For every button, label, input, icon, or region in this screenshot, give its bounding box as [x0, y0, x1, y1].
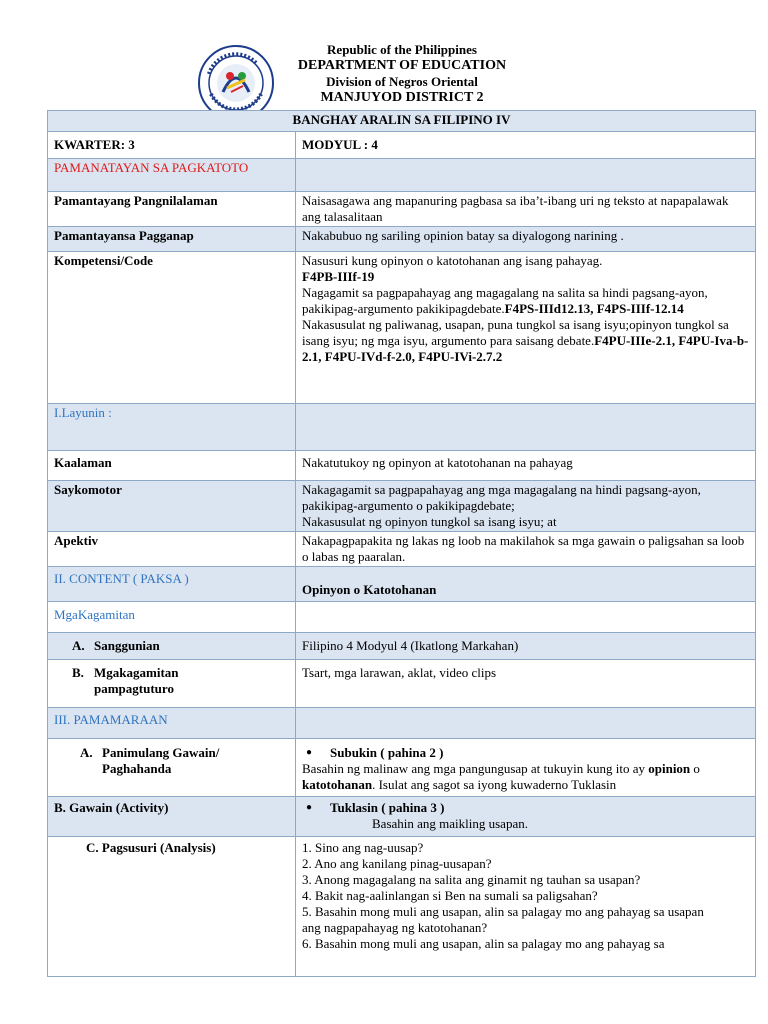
empty-cell: [296, 708, 756, 739]
question-item: 4. Bakit nag-aalinlangan si Ben na sumali sa paligsahan?: [302, 888, 598, 903]
saykomotor-label: Saykomotor: [48, 481, 296, 532]
subukin-o: o: [690, 761, 700, 776]
kompetensi-text-3: Nakasusulat ng paliwanag, usapan, puna tungkol sa isang isyu;opinyon tungkol sa isang isyu; ng mga isyu, argumento para saisang debate.: [302, 317, 729, 348]
subukin-instructions: [302, 761, 749, 793]
kompetensi-value: [296, 252, 756, 404]
question-item: 5. Basahin mong muli ang usapan, alin sa palagay mo ang pahayag sa usapan: [302, 904, 704, 919]
bullet-icon: ●: [306, 802, 313, 813]
header-line-2: DEPARTMENT OF EDUCATION: [297, 58, 507, 73]
pangnilalaman-value: Naisasagawa ang mapanuring pagbasa sa iba’t-ibang uri ng teksto at napapalawak ang talasalitaan: [296, 192, 756, 227]
subukin-label: Subukin ( pahina 2 ): [330, 745, 444, 760]
bullet-icon: ●: [306, 747, 313, 758]
list-marker: B.: [72, 665, 84, 680]
subukin-text-b: . Isulat ang sagot sa iyong kuwaderno Tuklasin: [372, 777, 617, 792]
pagsusuri-label: C. Pagsusuri (Analysis): [48, 837, 296, 977]
table-title: BANGHAY ARALIN SA FILIPINO IV: [48, 111, 756, 132]
letterhead: [0, 40, 768, 112]
content-value: Opinyon o Katotohanan: [296, 567, 756, 602]
question-item: ang nagpapahayag ng katotohanan?: [302, 920, 488, 935]
kagamitan-heading: MgaKagamitan: [48, 602, 296, 633]
table-row: [48, 192, 756, 227]
empty-cell: [296, 404, 756, 451]
gawain-label: B. Gawain (Activity): [48, 797, 296, 837]
list-marker: A.: [72, 638, 85, 653]
kompetensi-code-3: F4PU-IIIe-2.1, F4PU-Iva-b-2.1, F4PU-IVd-f-2.0, F4PU-IVi-2.7.2: [302, 333, 749, 364]
header-line-3: Division of Negros Oriental: [326, 74, 478, 89]
table-row: [48, 567, 756, 602]
mgakagamitan-text: Mgakagamitan pampagtuturo: [94, 665, 179, 696]
table-row: [48, 159, 756, 192]
sanggunian-label: [48, 633, 296, 660]
saykomotor-text-1: Nakagagamit sa pagpapahayag ang mga magagalang na hindi pagsang-ayon, pakikipag-argumento o pakikipagdebate;: [302, 482, 701, 513]
kaalaman-label: Kaalaman: [48, 451, 296, 481]
header-line-1: Republic of the Philippines: [327, 42, 477, 57]
table-row: [48, 633, 756, 660]
kompetensi-label: Kompetensi/Code: [48, 252, 296, 404]
kwarter-cell: KWARTER: 3: [48, 132, 296, 159]
tuklasin-cell: [296, 797, 756, 837]
table-row: [48, 227, 756, 252]
table-row: [48, 739, 756, 797]
kompetensi-text-1: Nasusuri kung opinyon o katotohanan ang isang pahayag.: [302, 253, 603, 268]
empty-cell: [296, 159, 756, 192]
subukin-opinyon: opinion: [648, 761, 691, 776]
saykomotor-value: [296, 481, 756, 532]
apektiv-value: Nakapagpapakita ng lakas ng loob na makilahok sa mga gawain o paligsahan sa loob o labas ng paaralan.: [296, 532, 756, 567]
header-line-4: MANJUYOD DISTRICT 2: [320, 90, 484, 105]
table-row: [48, 451, 756, 481]
mgakagamitan-label: [48, 660, 296, 708]
question-item: 6. Basahin mong muli ang usapan, alin sa palagay mo ang pahayag sa: [302, 936, 665, 951]
table-row: [48, 481, 756, 532]
subukin-katotohanan: katotohanan: [302, 777, 373, 792]
table-row: [48, 132, 756, 159]
subukin-cell: [296, 739, 756, 797]
empty-cell: [296, 602, 756, 633]
table-row: [48, 837, 756, 977]
sanggunian-value: Filipino 4 Modyul 4 (Ikatlong Markahan): [296, 633, 756, 660]
pagganap-value: Nakabubuo ng sariling opinion batay sa diyalogong narining .: [296, 227, 756, 252]
question-item: 3. Anong magagalang na salita ang ginamit ng tauhan sa usapan?: [302, 872, 641, 887]
pamamaraan-heading: III. PAMAMARAAN: [48, 708, 296, 739]
lesson-plan-table: [47, 110, 756, 977]
kompetensi-code-1: F4PB-IIIf-19: [302, 269, 375, 284]
question-item: 1. Sino ang nag-uusap?: [302, 840, 424, 855]
table-row: [48, 797, 756, 837]
sanggunian-text: Sanggunian: [94, 638, 160, 653]
pagganap-label: Pamantayansa Pagganap: [48, 227, 296, 252]
table-row: [48, 404, 756, 451]
kompetensi-text-2: Nagagamit sa pagpapahayag ang magagalang na salita sa hindi pagsang-ayon, pakikipag-argumento pakikipagdebate.: [302, 285, 708, 316]
table-title-row: [48, 111, 756, 132]
tuklasin-text: Basahin ang maikling usapan.: [372, 816, 528, 831]
letterhead-text: [200, 42, 604, 106]
questions-cell: [296, 837, 756, 977]
question-item: 2. Ano ang kanilang pinag-uusapan?: [302, 856, 492, 871]
tuklasin-label: Tuklasin ( pahina 3 ): [330, 800, 445, 815]
table-row: [48, 602, 756, 633]
saykomotor-text-2: Nakasusulat ng opinyon tungkol sa isang isyu; at: [302, 514, 557, 529]
content-heading: II. CONTENT ( PAKSA ): [48, 567, 296, 602]
table-row: [48, 708, 756, 739]
table-row: [48, 660, 756, 708]
pangnilalaman-label: Pamantayang Pangnilalaman: [48, 192, 296, 227]
list-marker: A.: [80, 745, 93, 760]
kompetensi-code-2: F4PS-IIId12.13, F4PS-IIIf-12.14: [504, 301, 684, 316]
kaalaman-value: Nakatutukoy ng opinyon at katotohanan na pahayag: [296, 451, 756, 481]
subukin-text-a: Basahin ng malinaw ang mga pangungusap at tukuyin kung ito ay: [302, 761, 649, 776]
mgakagamitan-value: Tsart, mga larawan, aklat, video clips: [296, 660, 756, 708]
layunin-heading: I.Layunin :: [48, 404, 296, 451]
table-row: [48, 532, 756, 567]
panimula-label: [48, 739, 296, 797]
pamantayan-heading: PAMANATAYAN SA PAGKATOTO: [48, 159, 296, 192]
modyul-cell: MODYUL : 4: [296, 132, 756, 159]
table-row: [48, 252, 756, 404]
apektiv-label: Apektiv: [48, 532, 296, 567]
panimula-text: Panimulang Gawain/ Paghahanda: [102, 745, 220, 776]
